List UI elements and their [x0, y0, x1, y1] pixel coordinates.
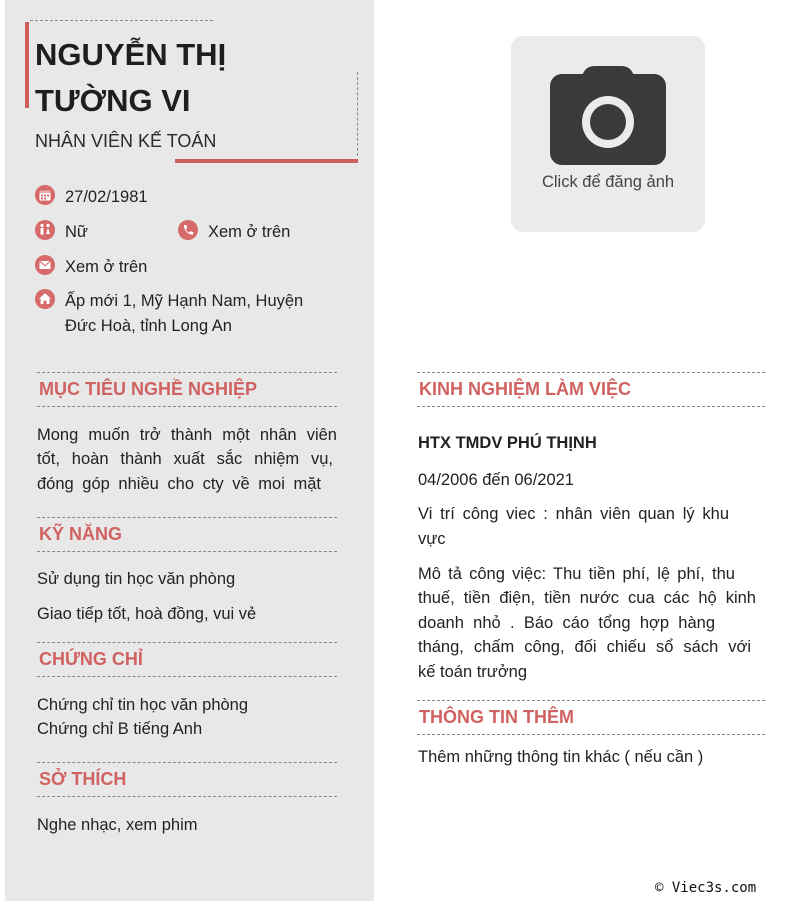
extra-info-text: Thêm những thông tin khác ( nếu cần ): [418, 748, 704, 766]
description-line-3: doanh nhỏ . Báo cáo tổng hợp hàng: [418, 614, 715, 632]
phone-icon: [178, 220, 198, 240]
name-accent-bar: [25, 22, 29, 108]
address-line-2: Đức Hoà, tỉnh Long An: [65, 317, 232, 335]
position-line-2: vực: [418, 530, 446, 548]
address-line-1: Ấp mới 1, Mỹ Hạnh Nam, Huyện: [65, 292, 304, 310]
name-bottom-accent: [175, 159, 358, 163]
certificates-title: CHỨNG CHỈ: [39, 649, 143, 669]
description-line-5: kế toán trưởng: [418, 663, 528, 681]
photo-upload[interactable]: [511, 36, 705, 232]
copyright-footer: © Viec3s.com: [655, 880, 757, 896]
work-period: 04/2006 đến 06/2021: [418, 471, 574, 489]
gender-icon: [35, 220, 55, 240]
birthday: 27/02/1981: [65, 188, 148, 206]
hobbies-heading: [37, 762, 337, 797]
experience-heading: [417, 372, 765, 407]
skills-heading: [37, 517, 337, 552]
camera-icon: [549, 64, 667, 166]
skill-item: Giao tiếp tốt, hoà đồng, vui vẻ: [37, 605, 257, 623]
objective-title: MỤC TIÊU NGHỀ NGHIỆP: [39, 379, 258, 399]
certificates-heading: [37, 642, 337, 677]
skill-item: Sử dụng tin học văn phòng: [37, 570, 236, 588]
hobbies-title: SỞ THÍCH: [39, 769, 127, 789]
email-icon: [35, 255, 55, 275]
skills-title: KỸ NĂNG: [39, 524, 123, 544]
candidate-name: NGUYỄN THỊ TƯỜNG VI: [35, 37, 227, 118]
experience-title: KINH NGHIỆM LÀM VIỆC: [419, 379, 632, 399]
extra-info-title: THÔNG TIN THÊM: [419, 707, 574, 727]
objective-line-3: đóng góp nhiều cho cty về moi mặt: [37, 475, 321, 493]
objective-heading: [37, 372, 337, 407]
description-line-4: tháng, chấm công, đối chiếu sổ sách với: [418, 638, 751, 656]
gender: Nữ: [65, 223, 88, 241]
certificate-item: Chứng chỉ tin học văn phòng: [37, 696, 249, 714]
extra-info-heading: [417, 700, 765, 735]
job-title: NHÂN VIÊN KẾ TOÁN: [35, 131, 217, 151]
hobbies-text: Nghe nhạc, xem phim: [37, 816, 198, 834]
description-line-1: Mô tả công việc: Thu tiền phí, lệ phí, thu: [418, 565, 735, 583]
description-line-2: thuế, tiền điện, tiền nước cua các hộ kinh: [418, 589, 756, 607]
home-icon: [35, 289, 55, 309]
position-line-1: Vi trí công viec : nhân viên quan lý khu: [418, 505, 729, 523]
company-name: HTX TMDV PHÚ THỊNH: [418, 434, 597, 452]
name-top-divider: [30, 20, 213, 21]
calendar-icon: [35, 185, 55, 205]
name-block: [25, 20, 358, 163]
email: Xem ở trên: [65, 258, 148, 276]
photo-caption: Click để đăng ảnh: [541, 173, 675, 191]
phone: Xem ở trên: [208, 223, 291, 241]
objective-line-1: Mong muốn trở thành một nhân viên: [37, 426, 337, 444]
objective-line-2: tốt, hoàn thành xuất sắc nhiệm vụ,: [37, 450, 333, 468]
certificate-item: Chứng chỉ B tiếng Anh: [37, 720, 203, 738]
name-right-divider: [357, 72, 358, 156]
